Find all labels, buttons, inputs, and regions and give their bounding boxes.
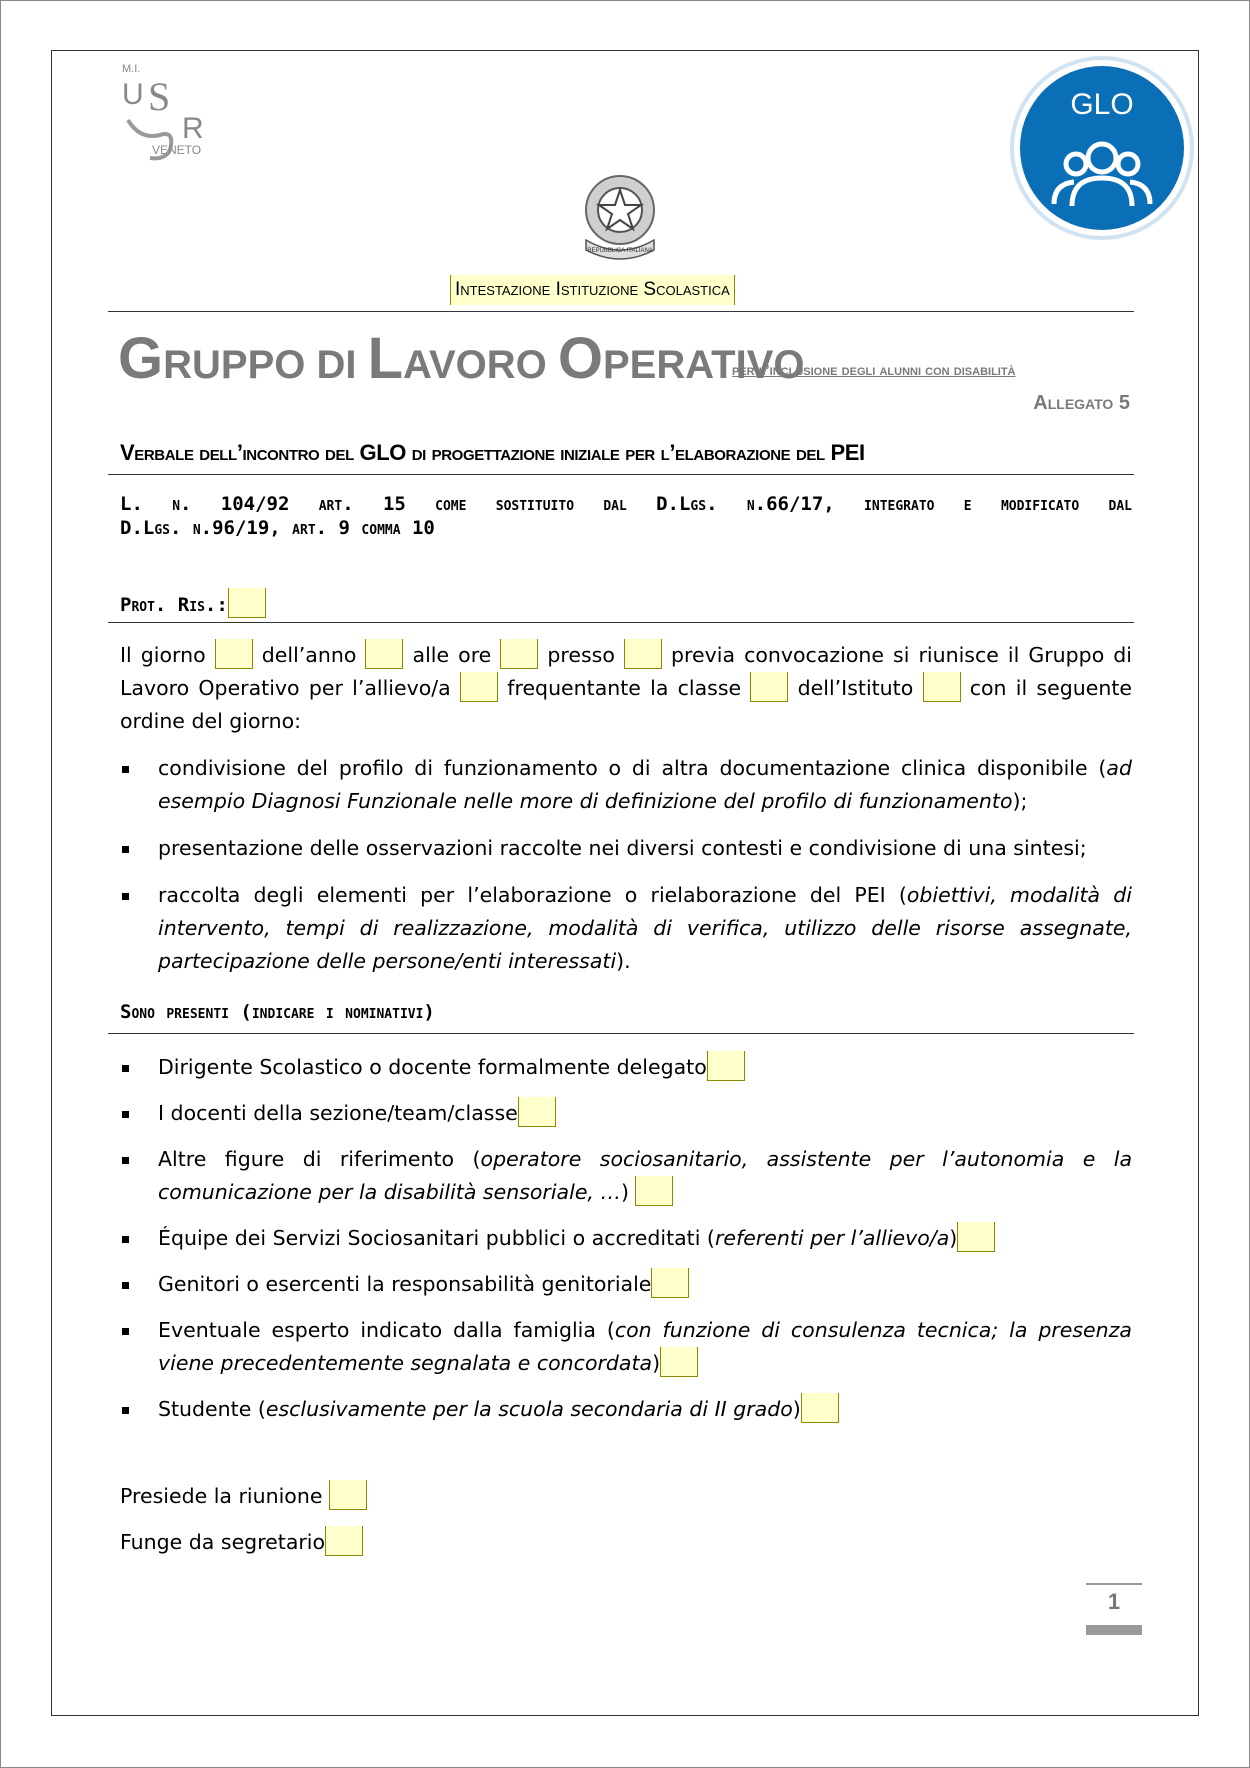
protocol-label: Prot. Ris.: xyxy=(120,594,228,616)
attendee-field-equipe[interactable] xyxy=(957,1222,995,1252)
attendee-field-esperto[interactable] xyxy=(660,1347,698,1377)
intro-text-2: dell’anno xyxy=(252,643,366,667)
title-part-lavoro: AVORO xyxy=(403,343,558,387)
agenda-item-after: ); xyxy=(1012,789,1028,813)
title-part-operativo: PERATIVO xyxy=(603,343,805,387)
attendee-item xyxy=(120,1268,1132,1301)
title-initial-o: O xyxy=(557,326,603,391)
chair-row xyxy=(120,1480,367,1513)
page-number-top-rule xyxy=(1086,1583,1142,1585)
protocol-row xyxy=(120,588,266,618)
glo-badge xyxy=(1010,56,1194,240)
year-field[interactable] xyxy=(365,639,403,669)
usr-veneto-logo xyxy=(120,60,220,165)
page-number-block xyxy=(1086,1583,1142,1635)
place-field[interactable] xyxy=(624,639,662,669)
attendee-item-text: Dirigente Scolastico o docente formalmente delegato xyxy=(158,1055,707,1079)
attendees-heading: Sono presenti (indicare i nominativi) xyxy=(120,1001,435,1023)
attendee-item-text: Altre figure di riferimento ( xyxy=(158,1147,481,1171)
legal-reference-line-2: D.Lgs. n.96/19, art. 9 comma 10 xyxy=(120,517,435,539)
intro-text-8: con il seguente ordine del giorno: xyxy=(120,676,1132,733)
agenda-item-italic: ad esempio Diagnosi Funzionale nelle more di definizione del profilo di funzionamento xyxy=(158,756,1132,813)
minutes-heading: Verbale dell’incontro del GLO di progettazione iniziale per l’elaborazione del PEI xyxy=(120,440,865,465)
attendee-field-altre-figure[interactable] xyxy=(635,1176,673,1206)
institute-field[interactable] xyxy=(923,672,961,702)
glo-badge-label: GLO xyxy=(1070,88,1134,121)
agenda-item-text: condivisione del profilo di funzionamento o di altra documentazione clinica disponibile ( xyxy=(158,756,1107,780)
agenda-item-italic: obiettivi, modalità di intervento, tempi di realizzazione, modalità di verifica, utilizzo delle risorse assegnate, partecipazione delle persone/enti interessati xyxy=(158,883,1132,973)
attendee-item-italic: esclusivamente per la scuola secondaria di II grado xyxy=(265,1397,793,1421)
attendee-item-text: Studente ( xyxy=(158,1397,266,1421)
title-initial-g: G xyxy=(118,326,164,391)
secretary-label: Funge da segretario xyxy=(120,1530,326,1554)
title-initial-l: L xyxy=(367,326,404,391)
intro-text-7: dell’Istituto xyxy=(788,676,923,700)
school-header-field[interactable]: Intestazione Istituzione Scolastica xyxy=(450,275,735,305)
logo-letter-r: R xyxy=(182,112,204,145)
document-subtitle: per l’inclusione degli alunni con disabilità xyxy=(732,362,1016,379)
attendee-item-after: ) xyxy=(792,1397,801,1421)
secretary-row xyxy=(120,1526,363,1559)
attendee-item-text: Équipe dei Servizi Sociosanitari pubblici o accreditati ( xyxy=(158,1226,715,1250)
attendee-item xyxy=(120,1143,1132,1209)
logo-letter-s: S xyxy=(148,74,171,119)
chair-field[interactable] xyxy=(329,1480,367,1510)
agenda-item-after: ). xyxy=(616,949,631,973)
attendee-field-genitori[interactable] xyxy=(651,1268,689,1298)
document-title xyxy=(118,325,805,392)
intro-text-5: previa convocazione si riunisce il Gruppo di Lavoro Operativo per l’allievo/a xyxy=(120,643,1132,700)
attendees-list xyxy=(120,1051,1132,1426)
attendee-item-text: Genitori o esercenti la responsabilità genitoriale xyxy=(158,1272,652,1296)
attendee-item-italic: con funzione di consulenza tecnica; la presenza viene precedentemente segnalata e concordata xyxy=(158,1318,1132,1375)
intro-text-6: frequentante la classe xyxy=(498,676,751,700)
attendee-field-docenti[interactable] xyxy=(518,1097,556,1127)
attendee-item xyxy=(120,1393,1132,1426)
page-number: 1 xyxy=(1107,1589,1121,1614)
agenda-item-text: raccolta degli elementi per l’elaborazione o rielaborazione del PEI ( xyxy=(158,883,907,907)
attendees-rule xyxy=(108,1033,1134,1034)
secretary-field[interactable] xyxy=(325,1526,363,1556)
attendee-item xyxy=(120,1222,1132,1255)
agenda-item-text: presentazione delle osservazioni raccolte nei diversi contesti e condivisione di una sintesi; xyxy=(158,836,1087,860)
chair-label: Presiede la riunione xyxy=(120,1484,329,1508)
attachment-label: Allegato 5 xyxy=(1033,392,1130,414)
attendee-field-studente[interactable] xyxy=(801,1393,839,1423)
header-rule xyxy=(108,311,1134,312)
agenda-item xyxy=(120,752,1132,818)
attendee-item xyxy=(120,1314,1132,1380)
agenda-list xyxy=(120,752,1132,978)
intro-text-4: presso xyxy=(538,643,624,667)
day-field[interactable] xyxy=(215,639,253,669)
attendee-item xyxy=(120,1097,1132,1130)
attendee-field-dirigente[interactable] xyxy=(707,1051,745,1081)
attendee-item-italic: referenti per l’allievo/a xyxy=(714,1226,950,1250)
protocol-field[interactable] xyxy=(228,588,266,618)
time-field[interactable] xyxy=(500,639,538,669)
intro-text-3: alle ore xyxy=(403,643,501,667)
italian-republic-emblem xyxy=(578,168,662,264)
attendee-item-after: ) xyxy=(652,1351,661,1375)
page-number-bar xyxy=(1086,1625,1142,1635)
minutes-heading-rule xyxy=(108,474,1134,475)
intro-paragraph xyxy=(120,639,1132,738)
logo-letter-u: U xyxy=(122,78,144,111)
attendee-item-after: ) xyxy=(620,1180,636,1204)
legal-reference-line-1: L. n. 104/92 art. 15 come sostituito dal D.Lgs. n.66/17, integrato e modificato dal xyxy=(120,493,1132,515)
agenda-item xyxy=(120,879,1132,978)
student-field[interactable] xyxy=(460,672,498,702)
emblem-ribbon-text: REPUBBLICA ITALIANA xyxy=(587,248,653,254)
title-part-gruppo: RUPPO DI xyxy=(163,343,368,387)
attendee-item-after: ) xyxy=(949,1226,958,1250)
agenda-item xyxy=(120,832,1132,865)
attendee-item xyxy=(120,1051,1132,1084)
attendee-item-text: I docenti della sezione/team/classe xyxy=(158,1101,518,1125)
attendee-item-text: Eventuale esperto indicato dalla famiglia ( xyxy=(158,1318,615,1342)
logo-region-text: VENETO xyxy=(152,143,202,157)
attendee-item-italic: operatore sociosanitario, assistente per l’autonomia e la comunicazione per la disabilità sensoriale, … xyxy=(158,1147,1133,1204)
protocol-rule xyxy=(108,622,1134,623)
logo-mi-text: M.I. xyxy=(122,63,141,75)
class-field[interactable] xyxy=(750,672,788,702)
intro-text-1: Il giorno xyxy=(120,643,215,667)
